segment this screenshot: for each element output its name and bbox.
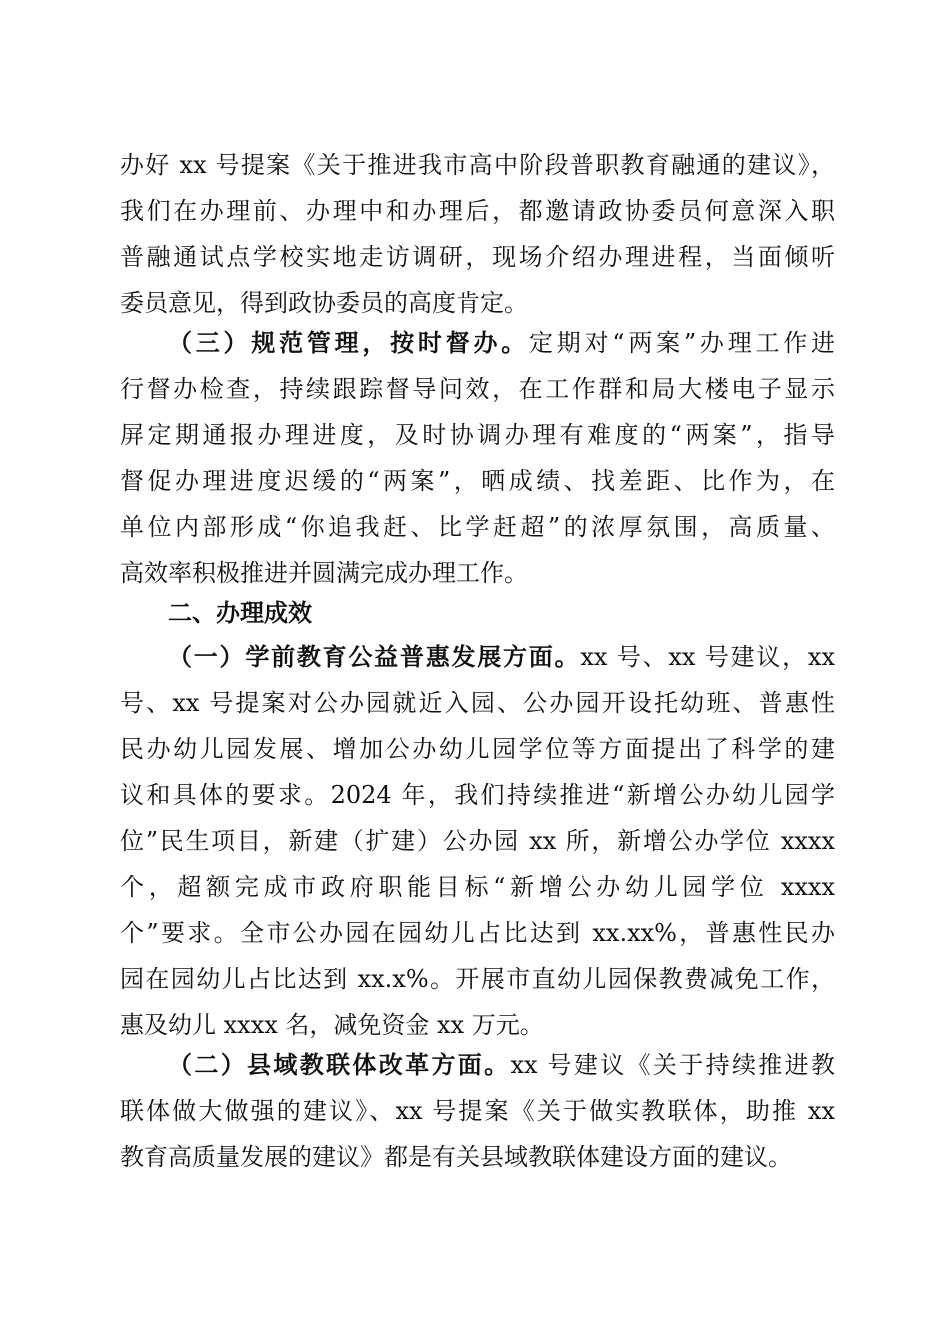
text-line: 位”民生项目，新建（扩建）公办园 xx 所，新增公办学位 xxxx	[120, 827, 835, 855]
text-line: 号、xx 号提案对公办园就近入园、公办园开设托幼班、普惠性	[120, 689, 835, 717]
text-line: 办好 xx 号提案《关于推进我市高中阶段普职教育融通的建议》，	[120, 151, 835, 179]
text-line: 普融通试点学校实地走访调研，现场介绍办理进程，当面倾听	[120, 243, 835, 271]
text-line: 个”要求。全市公办园在园幼儿占比达到 xx.xx%，普惠性民办	[120, 919, 835, 947]
paragraph-first-line	[168, 320, 835, 366]
text-line: 行督办检查，持续跟踪督导问效，在工作群和局大楼电子显示	[120, 375, 835, 403]
paragraph-text: 定期对“两案”办理工作进	[529, 329, 835, 357]
text-line: 屏定期通报办理进度，及时协调办理有难度的“两案”，指导	[120, 421, 835, 449]
text-line: 高效率积极推进并圆满完成办理工作。	[120, 559, 528, 587]
paragraph-text: xx 号建议《关于持续推进教	[510, 1051, 835, 1079]
text-line: 个，超额完成市政府职能目标“新增公办幼儿园学位 xxxx	[120, 873, 835, 901]
text-line: 议和具体的要求。2024 年，我们持续推进“新增公办幼儿园学	[120, 781, 835, 809]
text-line: 园在园幼儿占比达到 xx.x%。开展市直幼儿园保教费减免工作，	[120, 965, 835, 993]
paragraph-lead: （三）规范管理，按时督办。	[168, 328, 529, 357]
paragraph-lead: （一）学前教育公益普惠发展方面。	[168, 642, 581, 671]
paragraph-text: xx 号、xx 号建议，xx	[580, 643, 835, 671]
text-line: 单位内部形成“你追我赶、比学赶超”的浓厚氛围，高质量、	[120, 513, 835, 541]
text-line: 联体做大做强的建议》、xx 号提案《关于做实教联体，助推 xx	[120, 1097, 835, 1125]
text-line: 民办幼儿园发展、增加公办幼儿园学位等方面提出了科学的建	[120, 735, 835, 763]
paragraph-first-line	[168, 634, 835, 680]
text-line: 我们在办理前、办理中和办理后，都邀请政协委员何意深入职	[120, 197, 835, 225]
text-line: 委员意见，得到政协委员的高度肯定。	[120, 289, 528, 317]
text-line: 督促办理进度迟缓的“两案”，晒成绩、找差距、比作为，在	[120, 467, 835, 495]
paragraph-lead: （二）县域教联体改革方面。	[168, 1050, 511, 1079]
section-heading: 二、办理成效	[168, 599, 312, 627]
paragraph-first-line	[168, 1042, 835, 1088]
text-line: 惠及幼儿 xxxx 名，减免资金 xx 万元。	[120, 1011, 544, 1039]
text-line: 教育高质量发展的建议》都是有关县域教联体建设方面的建议。	[120, 1143, 792, 1171]
